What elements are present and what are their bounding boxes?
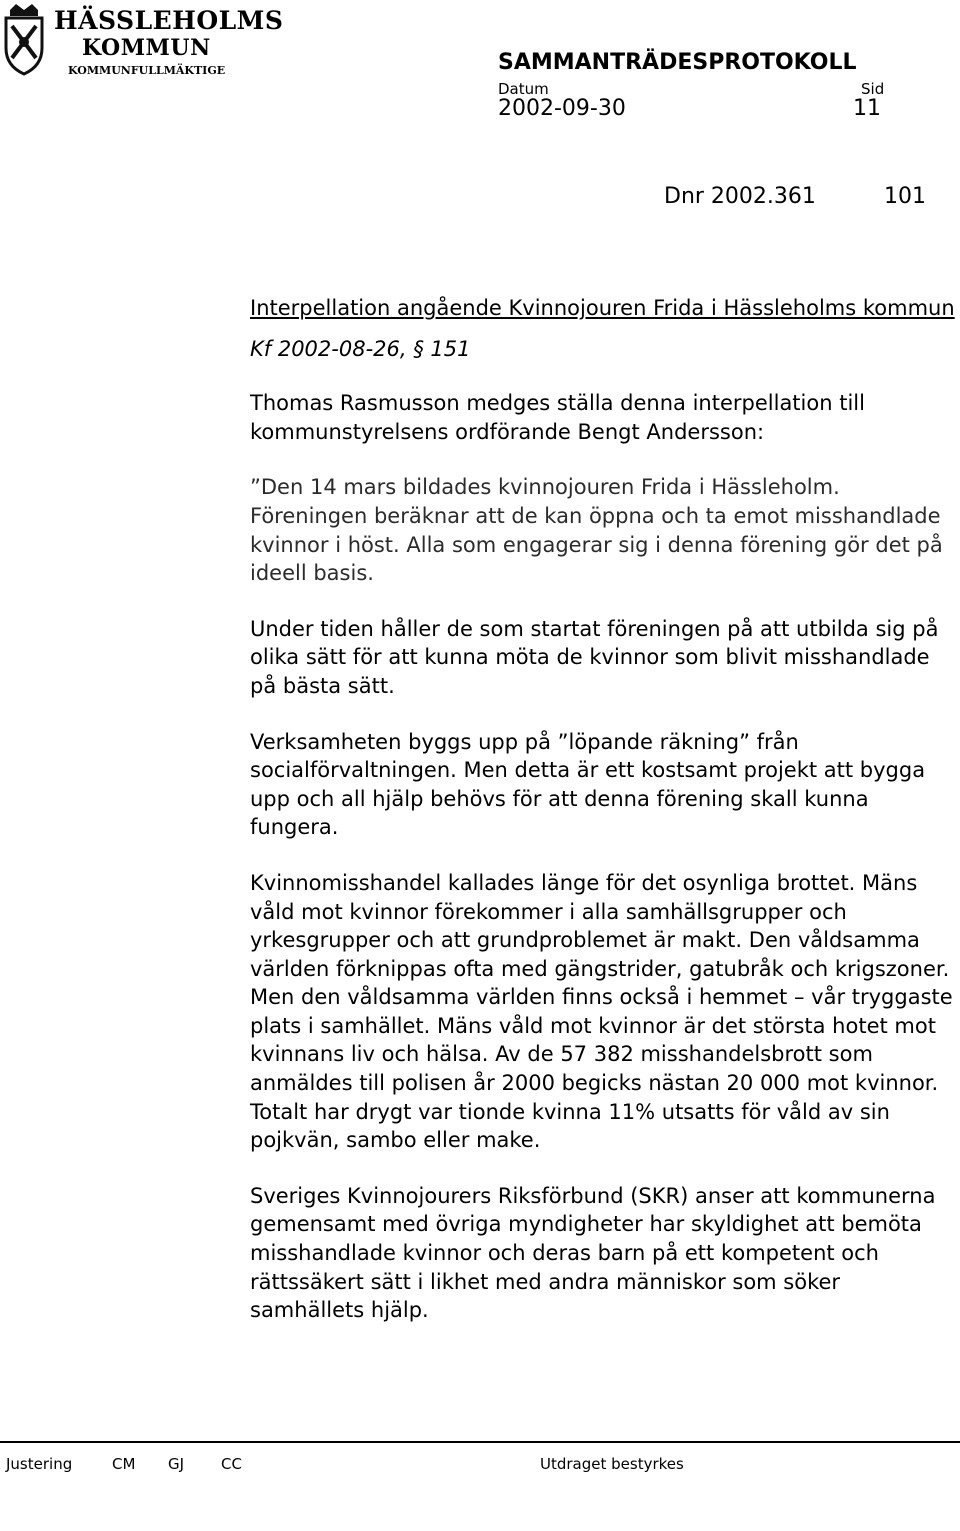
- intro-paragraph: Thomas Rasmusson medges ställa denna interpellation till kommunstyrelsens ordförande Bengt Andersson:: [250, 391, 865, 444]
- initials-2: GJ: [168, 1455, 185, 1473]
- justering-label: Justering: [6, 1455, 73, 1473]
- page-number: 11: [853, 96, 881, 121]
- diary-number: Dnr 2002.361: [664, 184, 816, 209]
- initials-1: CM: [112, 1455, 136, 1473]
- page-label: Sid: [861, 80, 885, 98]
- coat-of-arms-icon: [2, 2, 46, 76]
- org-body-name: KOMMUNFULLMÄKTIGE: [68, 64, 226, 77]
- date-value: 2002-09-30: [498, 96, 626, 121]
- interpellation-title: Interpellation angående Kvinnojouren Frida i Hässleholms kommun: [250, 296, 955, 320]
- footer-divider: [0, 1441, 960, 1443]
- initials-3: CC: [221, 1455, 242, 1473]
- case-number: 101: [884, 184, 926, 209]
- quote-paragraph-5: Sveriges Kvinnojourers Riksförbund (SKR) anser att kommunerna gemensamt med övriga myndigheter har skyldighet att bemöta misshandlade kvinnor och deras barn på ett kompetent och rättssäkert sätt i likhet med andra människor som söker samhällets hjälp.: [250, 1183, 936, 1323]
- meeting-reference: Kf 2002-08-26, § 151: [250, 336, 471, 361]
- date-label: Datum: [498, 80, 549, 98]
- org-name-line2: KOMMUN: [82, 35, 211, 61]
- extract-certified-label: Utdraget bestyrkes: [540, 1455, 684, 1473]
- quote-paragraph-4: Kvinnomisshandel kallades länge för det osynliga brottet. Mäns våld mot kvinnor förekommer i alla samhällsgrupper och yrkesgrupper och att grundproblemet är makt. Den våldsamma världen förknippas ofta med gängstrider, gatubråk och krigszoner. Men den våldsamma världen finns också i hemmet – vår tryggaste plats i samhället. Mäns våld mot kvinnor är det största hotet mot kvinnans liv och hälsa. Av de 57 382 misshandelsbrott som anmäldes till polisen år 2000 begicks nästan 20 000 mot kvinnor. Totalt har drygt var tionde kvinna 11% utsatts för våld av sin pojkvän, sambo eller make.: [250, 870, 953, 1153]
- quote-paragraph-2: Under tiden håller de som startat föreningen på att utbilda sig på olika sätt för att kunna möta de kvinnor som blivit misshandlade på bästa sätt.: [250, 616, 939, 698]
- municipality-logo: [2, 2, 284, 82]
- document-type: SAMMANTRÄDESPROTOKOLL: [498, 50, 857, 75]
- quote-paragraph-3: Verksamheten byggs upp på ”löpande räkning” från socialförvaltningen. Men detta är ett kostsamt projekt att bygga upp och all hjälp behövs för att denna förening skall kunna fungera.: [250, 729, 926, 840]
- org-name-line1: HÄSSLEHOLMS: [54, 6, 284, 35]
- quote-paragraph-1: ”Den 14 mars bildades kvinnojouren Frida i Hässleholm. Föreningen beräknar att de kan öppna och ta emot misshandlade kvinnor i höst. Alla som engagerar sig i denna förening gör det på ideell basis.: [250, 475, 943, 586]
- protocol-body: [250, 294, 955, 1352]
